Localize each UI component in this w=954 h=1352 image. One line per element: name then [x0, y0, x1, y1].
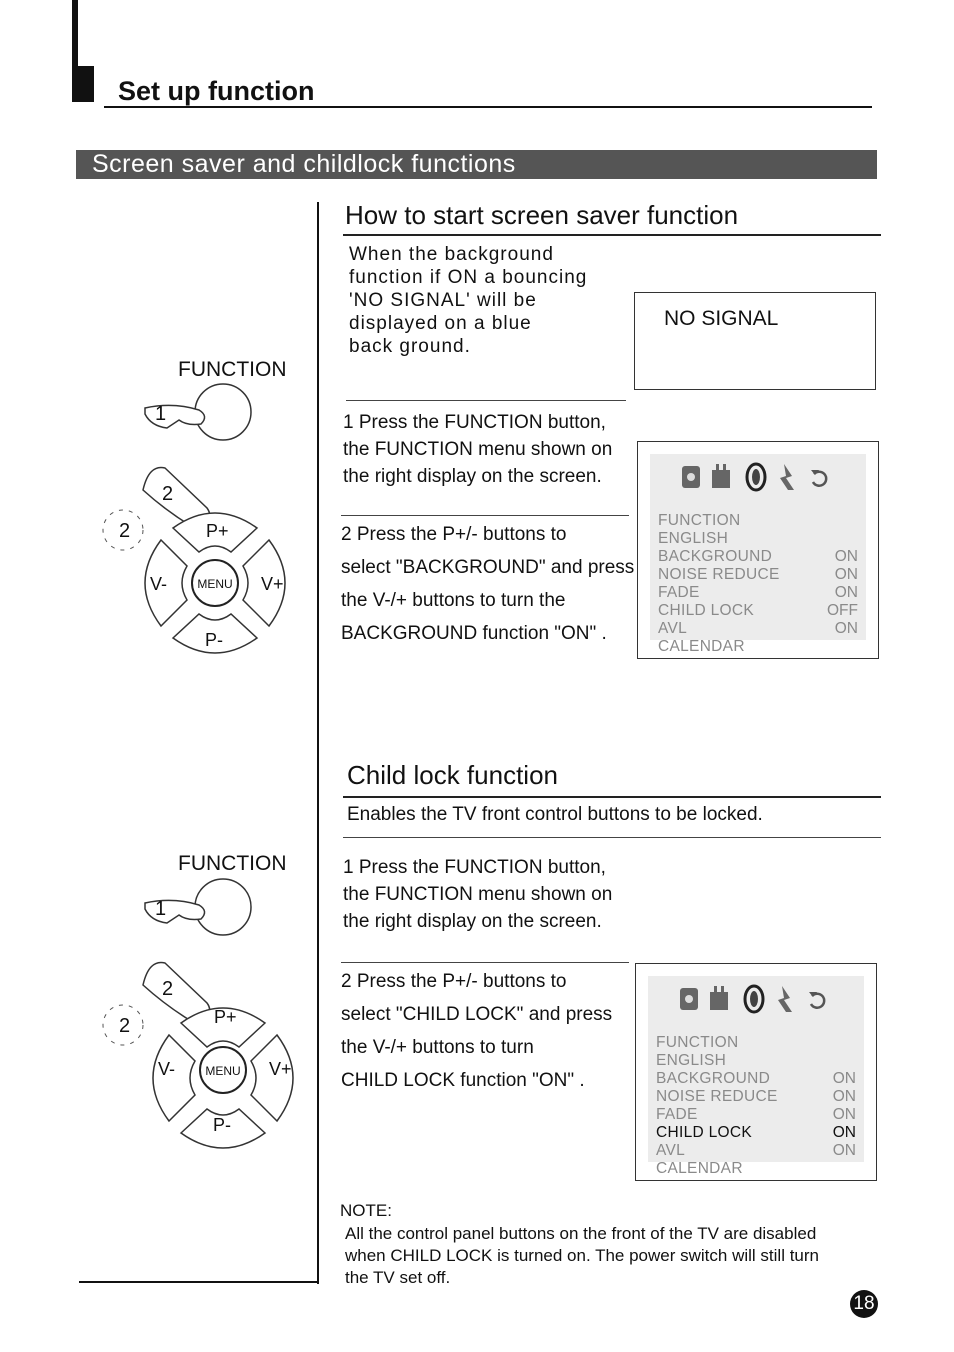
menu-item-value: ON [834, 566, 858, 583]
screen-saver-step1: 1 Press the FUNCTION button, the FUNCTION menu shown on the right display on the screen. [343, 412, 613, 487]
screen-saver-step2: 2 Press the P+/- buttons to select "BACKGROUND" and press the V-/+ buttons to turn the BACKGROUND function "ON" . [341, 524, 635, 644]
menu-item-label[interactable]: CALENDAR [658, 638, 745, 655]
screen-saver-heading: How to start screen saver function [345, 200, 739, 230]
section-title: Screen saver and childlock functions [92, 150, 516, 178]
function-button[interactable] [195, 384, 251, 440]
header-rule [104, 106, 872, 108]
satellite-icon [778, 986, 792, 1012]
picture-icon [680, 988, 698, 1010]
step-rule [341, 962, 629, 963]
menu-item-label[interactable]: ENGLISH [656, 1052, 727, 1069]
screen-saver-heading-rule [343, 234, 881, 236]
p-minus-label: P- [205, 630, 223, 650]
step-two-label: 2 [162, 483, 174, 505]
menu-item-label[interactable]: BACKGROUND [658, 548, 773, 565]
remote-control-diagram [95, 875, 315, 1160]
menu-item-value: ON [832, 1142, 856, 1159]
step-one-label: 1 [155, 403, 167, 425]
step-rule [341, 515, 629, 516]
menu-item-label[interactable]: FADE [656, 1106, 698, 1123]
p-plus-label: P+ [214, 1007, 237, 1027]
note-text: All the control panel buttons on the front of the TV are disabled when CHILD LOCK is turned on. The power switch will still turn the TV set off. [345, 1224, 819, 1287]
menu-item-label[interactable]: FADE [658, 584, 700, 601]
menu-icons [678, 982, 838, 1016]
child-lock-intro-rule [343, 837, 881, 838]
column-bottom-rule [79, 1281, 319, 1283]
function-button[interactable] [195, 879, 251, 935]
menu-item-label[interactable]: NOISE REDUCE [658, 566, 780, 583]
menu-item-label[interactable]: FUNCTION [658, 512, 741, 529]
menu-item-label[interactable]: ENGLISH [658, 530, 729, 547]
menu-item-label[interactable]: CHILD LOCK [658, 602, 755, 619]
menu-item-label[interactable]: NOISE REDUCE [656, 1088, 778, 1105]
menu-label: MENU [197, 577, 233, 591]
p-plus-label: P+ [206, 521, 229, 541]
section-banner [76, 150, 877, 179]
menu-item-value: ON [834, 548, 858, 565]
child-lock-intro: Enables the TV front control buttons to be locked. [347, 804, 763, 825]
globe-icon [745, 986, 763, 1012]
remote-control-diagram [95, 380, 315, 665]
child-lock-heading: Child lock function [347, 760, 558, 790]
hand-pointer-icon [145, 900, 205, 923]
menu-item-label[interactable]: AVL [658, 620, 688, 637]
sound-icon [712, 464, 730, 488]
step-two-label: 2 [162, 978, 174, 1000]
function-menu-screen [637, 441, 879, 659]
menu-item-value: ON [834, 584, 858, 601]
menu-item-value: OFF [827, 602, 858, 619]
step-one-label: 1 [155, 898, 167, 920]
menu-item-label[interactable]: BACKGROUND [656, 1070, 771, 1087]
refresh-icon [809, 992, 824, 1008]
step-rule [346, 400, 626, 401]
menu-item-value: ON [832, 1088, 856, 1105]
v-plus-label: V+ [261, 574, 284, 594]
menu-item-value: ON [832, 1070, 856, 1087]
menu-icons [680, 460, 840, 494]
step-two-label-side: 2 [119, 1015, 131, 1037]
no-signal-text: NO SIGNAL [664, 307, 779, 330]
menu-item-value: ON [832, 1106, 856, 1123]
screen-saver-intro: When the background function if ON a bouncing 'NO SIGNAL' will be displayed on a blue back ground. [349, 244, 588, 357]
note-label: NOTE: [340, 1201, 392, 1220]
menu-item-label[interactable]: CALENDAR [656, 1160, 743, 1177]
child-lock-step1: 1 Press the FUNCTION button, the FUNCTION menu shown on the right display on the screen. [343, 857, 613, 932]
menu-item-value: ON [832, 1124, 856, 1141]
menu-item-label[interactable]: AVL [656, 1142, 686, 1159]
child-lock-menu [648, 976, 864, 1177]
menu-item-label[interactable]: FUNCTION [656, 1034, 739, 1051]
globe-icon [747, 464, 765, 490]
function-menu [650, 454, 866, 655]
hand-pointer-icon [145, 405, 205, 428]
p-minus-label: P- [213, 1115, 231, 1135]
v-plus-label: V+ [269, 1059, 292, 1079]
menu-item-label[interactable]: CHILD LOCK [656, 1124, 753, 1141]
no-signal-screen [634, 292, 876, 390]
column-divider [317, 202, 319, 1284]
function-label: FUNCTION [178, 358, 287, 381]
page-number: 18 [850, 1290, 878, 1318]
sound-icon [710, 986, 728, 1010]
step-two-label-side: 2 [119, 520, 131, 542]
menu-item-value: ON [834, 620, 858, 637]
header-block [72, 66, 94, 102]
picture-icon [682, 466, 700, 488]
child-lock-heading-rule [343, 796, 881, 798]
menu-label: MENU [205, 1064, 241, 1078]
page-title: Set up function [118, 76, 315, 106]
v-minus-label: V- [158, 1059, 176, 1079]
child-lock-menu-screen [635, 963, 877, 1181]
satellite-icon [780, 464, 794, 490]
refresh-icon [811, 470, 826, 486]
child-lock-step2: 2 Press the P+/- buttons to select "CHILD LOCK" and press the V-/+ buttons to turn CHILD LOCK function "ON" . [341, 971, 613, 1091]
v-minus-label: V- [150, 574, 168, 594]
function-label: FUNCTION [178, 852, 287, 875]
